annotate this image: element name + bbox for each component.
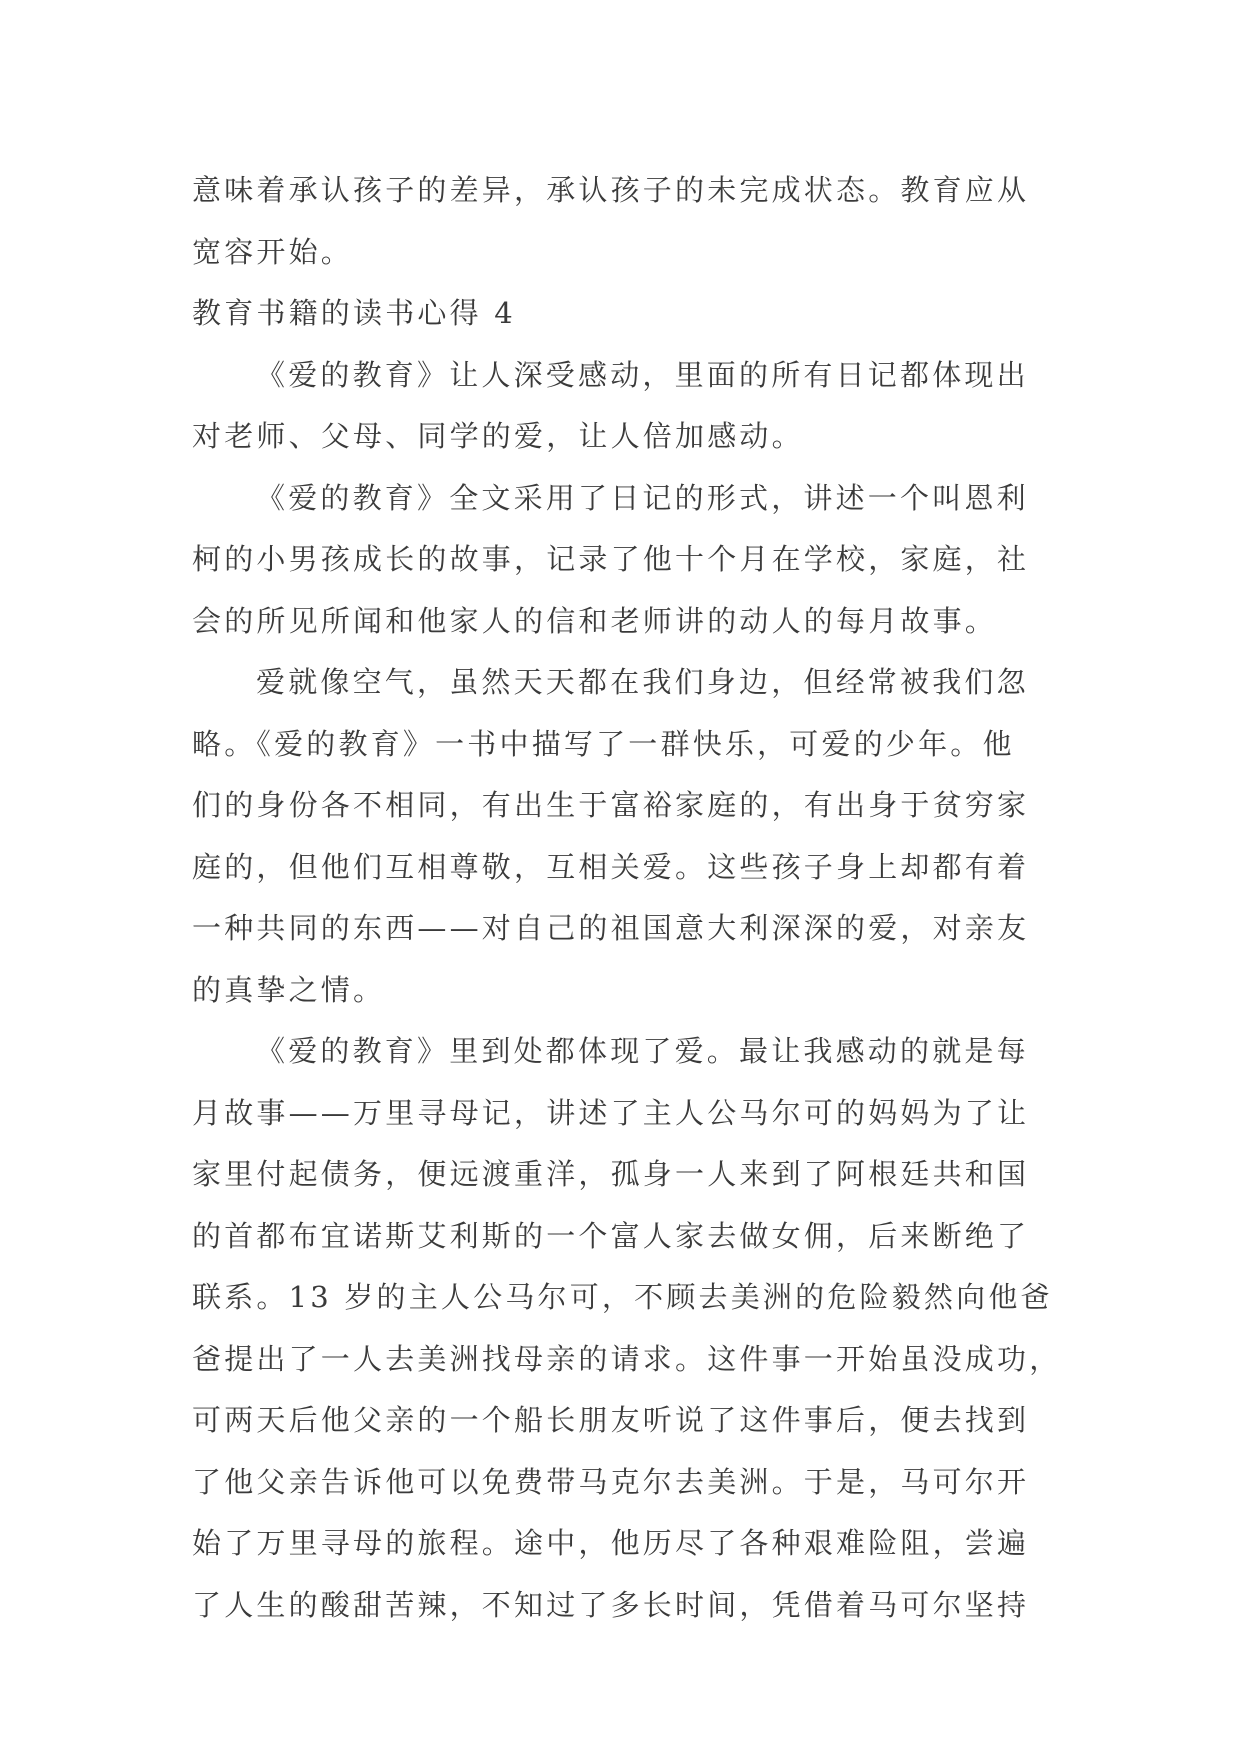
text-line: 月故事——万里寻母记，讲述了主人公马尔可的妈妈为了让 [192,1095,1030,1130]
text-line: 爱就像空气，虽然天天都在我们身边，但经常被我们忽 [256,665,1029,699]
text-line: 宽容开始。 [192,234,354,269]
text-line: 了人生的酸甜苦辣，不知过了多长时间，凭借着马可尔坚持 [192,1587,1030,1622]
text-line: 《爱的教育》让人深受感动，里面的所有日记都体现出 [256,357,1029,392]
text-line: 的真挚之情。 [192,972,386,1007]
text-line: 的首都布宜诺斯艾利斯的一个富人家去做女佣，后来断绝了 [192,1218,1030,1253]
text-line: 始了万里寻母的旅程。途中，他历尽了各种艰难险阻，尝遍 [192,1526,1030,1560]
text-line: 爸提出了一人去美洲找母亲的请求。这件事一开始虽没成功， [192,1341,1062,1376]
text-line: 会的所见所闻和他家人的信和老师讲的动人的每月故事。 [192,603,998,638]
text-line: 一种共同的东西——对自己的祖国意大利深深的爱，对亲友 [192,911,1030,945]
section-heading: 教育书籍的读书心得 4 [192,296,516,330]
text-line: 可两天后他父亲的一个船长朋友听说了这件事后，便去找到 [192,1403,1030,1437]
text-line: 《爱的教育》全文采用了日记的形式，讲述一个叫恩利 [256,480,1029,515]
text-line: 联系。13 岁的主人公马尔可，不顾去美洲的危险毅然向他爸 [192,1280,1053,1314]
text-line: 了他父亲告诉他可以免费带马克尔去美洲。于是，马可尔开 [192,1464,1030,1499]
document-page [192,160,1062,1636]
text-line: 对老师、父母、同学的爱，让人倍加感动。 [192,419,804,453]
text-line: 意味着承认孩子的差异，承认孩子的未完成状态。教育应从 [192,173,1030,207]
text-line: 家里付起债务，便远渡重洋，孤身一人来到了阿根廷共和国 [192,1157,1030,1191]
text-line: 庭的，但他们互相尊敬，互相关爱。这些孩子身上却都有着 [192,849,1030,884]
text-line: 柯的小男孩成长的故事，记录了他十个月在学校，家庭，社 [192,542,1030,576]
text-line: 《爱的教育》里到处都体现了爱。最让我感动的就是每 [256,1034,1029,1068]
text-line: 们的身份各不相同，有出生于富裕家庭的，有出身于贫穷家 [192,788,1030,822]
text-line: 略。《爱的教育》一书中描写了一群快乐，可爱的少年。他 [192,726,1015,761]
